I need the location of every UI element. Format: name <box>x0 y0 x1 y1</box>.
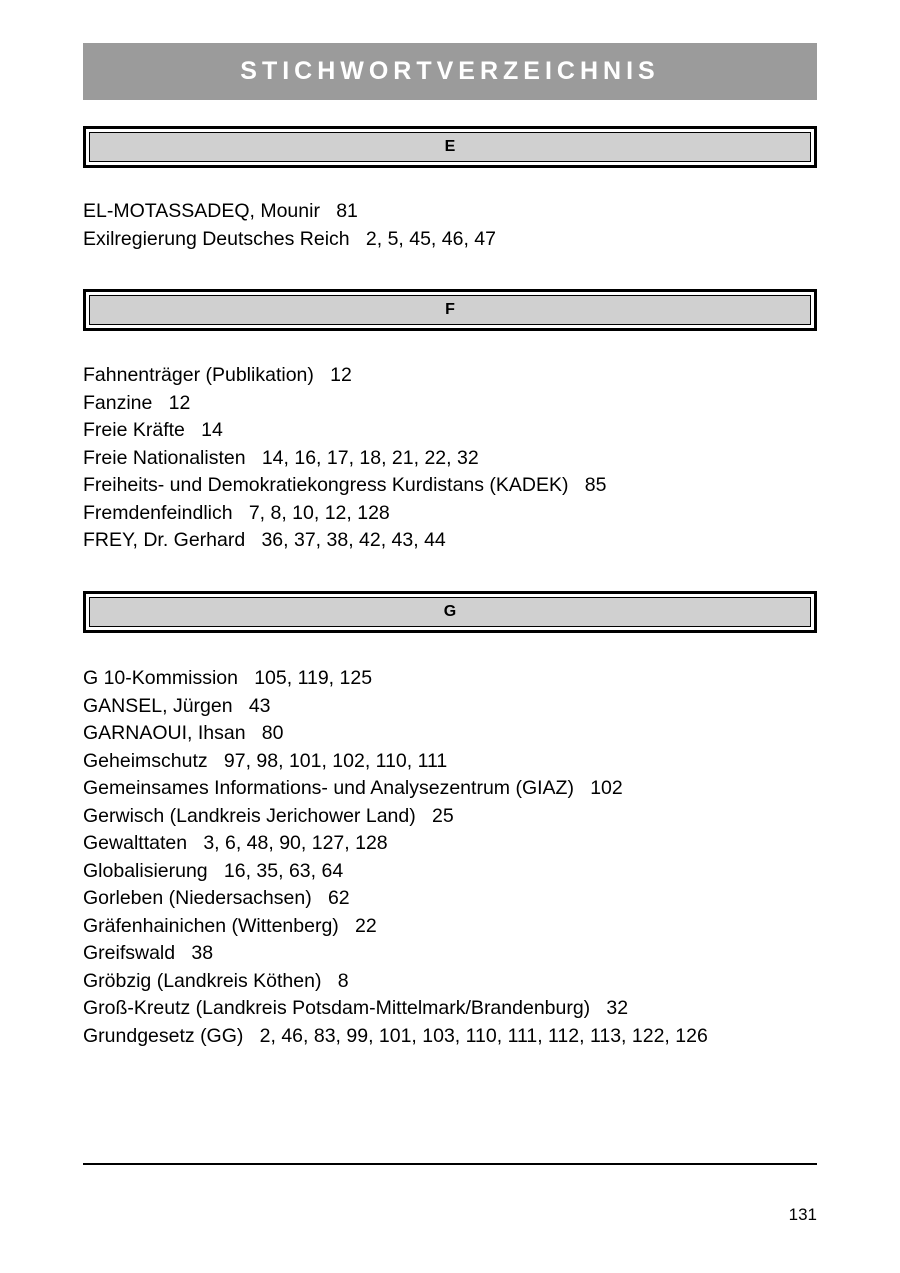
letter-band-e <box>83 126 817 168</box>
index-entry: Gröbzig (Landkreis Köthen) 8 <box>83 969 349 992</box>
index-entry: Gerwisch (Landkreis Jerichower Land) 25 <box>83 804 454 827</box>
index-entry: Grundgesetz (GG) 2, 46, 83, 99, 101, 103, 110, 111, 112, 113, 122, 126 <box>83 1024 708 1047</box>
index-entry: FREY, Dr. Gerhard 36, 37, 38, 42, 43, 44 <box>83 529 446 551</box>
index-entry: Fahnenträger (Publikation) 12 <box>83 364 352 386</box>
index-entry: Gewalttaten 3, 6, 48, 90, 127, 128 <box>83 832 388 854</box>
index-entry: Gorleben (Niedersachsen) 62 <box>83 887 350 909</box>
entry-list-e <box>83 198 823 253</box>
index-entry: Freiheits- und Demokratiekongress Kurdistans (KADEK) 85 <box>83 474 607 496</box>
index-entry: Gräfenhainichen (Wittenberg) 22 <box>83 914 377 937</box>
index-entry: Globalisierung 16, 35, 63, 64 <box>83 859 344 882</box>
page-number: 131 <box>788 1205 817 1224</box>
entry-list-f <box>83 362 823 555</box>
letter-heading-f: F <box>89 295 811 325</box>
letter-heading-g: G <box>89 597 811 627</box>
index-entry: Gemeinsames Informations- und Analysezentrum (GIAZ) 102 <box>83 777 623 799</box>
index-entry: GARNAOUI, Ihsan 80 <box>83 722 284 744</box>
index-entry: Freie Kräfte 14 <box>83 419 223 441</box>
index-entry: Freie Nationalisten 14, 16, 17, 18, 21, 22, 32 <box>83 446 479 469</box>
index-entry: G 10-Kommission 105, 119, 125 <box>83 667 373 689</box>
index-entry: Groß-Kreutz (Landkreis Potsdam-Mittelmark/Brandenburg) 32 <box>83 997 629 1019</box>
index-entry: EL-MOTASSADEQ, Mounir 81 <box>83 200 358 222</box>
index-entry: Exilregierung Deutsches Reich 2, 5, 45, 46, 47 <box>83 227 496 250</box>
footer-divider <box>83 1163 817 1165</box>
index-entry: Fremdenfeindlich 7, 8, 10, 12, 128 <box>83 501 390 524</box>
letter-band-f <box>83 289 817 331</box>
letter-heading-e: E <box>89 132 811 162</box>
letter-band-g <box>83 591 817 633</box>
entry-list-g <box>83 665 823 1050</box>
index-entry: Greifswald 38 <box>83 942 214 964</box>
index-entry: Geheimschutz 97, 98, 101, 102, 110, 111 <box>83 749 448 772</box>
index-entry: Fanzine 12 <box>83 391 191 414</box>
index-entry: GANSEL, Jürgen 43 <box>83 694 271 717</box>
page-title: STICHWORTVERZEICHNIS <box>83 43 817 100</box>
